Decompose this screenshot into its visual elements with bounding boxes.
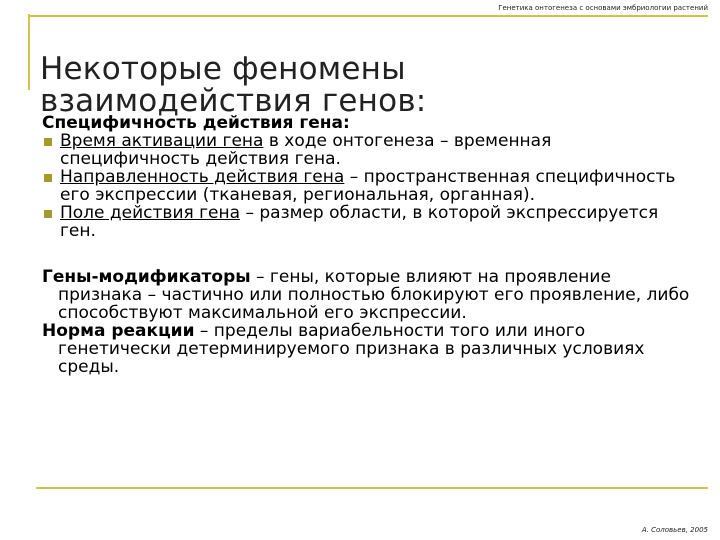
bullet-item [42, 132, 692, 168]
accent-top-line [28, 15, 708, 17]
slide-title: Некоторые феномены взаимодействия генов: [40, 50, 427, 119]
modifiers-text: – гены, которые влияют на проявление признака – частично или полностью блокируют его проявление, либо способствуют максимальной его экспрессии. [58, 267, 690, 323]
modifiers-term: Гены-модификаторы [42, 267, 251, 287]
modifiers-paragraph [42, 268, 692, 322]
bullet-term: Направленность действия гена [60, 167, 345, 187]
norm-paragraph [42, 322, 692, 376]
slide-content [42, 114, 692, 376]
bullet-text: – размер области, в которой экспрессируется ген. [60, 203, 659, 241]
header-text: Генетика онтогенеза с основами эмбриологии растений [498, 4, 708, 12]
bullet-term: Время активации гена [60, 131, 264, 151]
spacer [42, 240, 692, 268]
accent-bottom-line [36, 487, 708, 489]
bullet-item [42, 204, 692, 240]
bullet-item [42, 168, 692, 204]
bullet-text: – пространственная специфичность его экспрессии (тканевая, региональная, органная). [60, 167, 676, 205]
accent-vertical-line [28, 14, 30, 90]
bullet-text: в ходе онтогенеза – временная специфичность действия гена. [60, 131, 552, 169]
square-bullet-icon [44, 138, 52, 146]
square-bullet-icon [44, 174, 52, 182]
square-bullet-icon [44, 210, 52, 218]
footer-text: А. Соловьев, 2005 [641, 526, 708, 534]
bullet-term: Поле действия гена [60, 203, 241, 223]
specificity-heading: Специфичность действия гена: [42, 113, 350, 133]
norm-term: Норма реакции [42, 321, 195, 341]
norm-text: – пределы вариабельности того или иного генетически детерминируемого признака в различных условиях среды. [58, 321, 645, 377]
